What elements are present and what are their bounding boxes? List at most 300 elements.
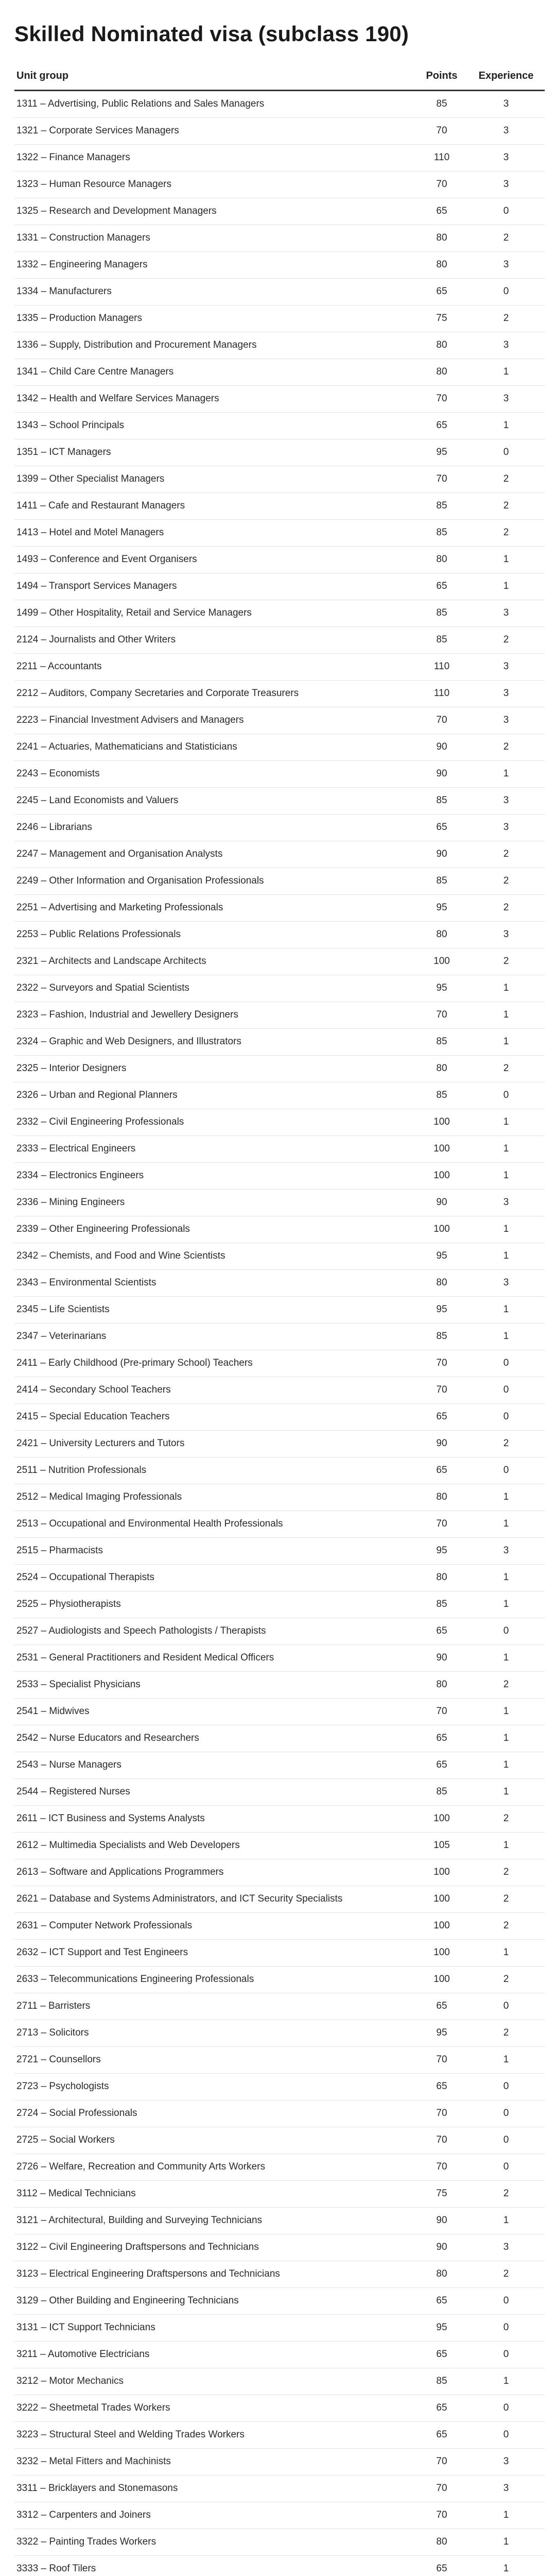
table-row [14,654,545,681]
table-row [14,1109,545,1136]
unit-group-cell: 1322 – Finance Managers [14,145,416,172]
points-cell: 80 [416,1270,467,1297]
table-row [14,975,545,1002]
unit-group-cell: 1342 – Health and Welfare Services Managers [14,386,416,413]
table-row [14,2449,545,2476]
experience-cell: 1 [467,1109,545,1136]
experience-cell: 1 [467,1940,545,1967]
experience-cell: 2 [467,1056,545,1082]
table-row [14,2556,545,2576]
points-cell: 110 [416,654,467,681]
points-cell: 80 [416,359,467,386]
unit-group-cell: 1493 – Conference and Event Organisers [14,547,416,573]
points-cell: 100 [416,1806,467,1833]
unit-group-cell: 2321 – Architects and Landscape Architects [14,948,416,975]
table-row [14,922,545,948]
unit-group-cell: 2421 – University Lecturers and Tutors [14,1431,416,1458]
points-cell: 110 [416,681,467,707]
points-cell: 80 [416,1056,467,1082]
points-cell: 80 [416,225,467,252]
points-cell: 75 [416,306,467,332]
unit-group-cell: 2631 – Computer Network Professionals [14,1913,416,1940]
unit-group-cell: 2223 – Financial Investment Advisers and Managers [14,707,416,734]
experience-cell: 1 [467,1029,545,1056]
points-cell: 65 [416,815,467,841]
points-cell: 80 [416,922,467,948]
table-row [14,1859,545,1886]
points-cell: 70 [416,2100,467,2127]
table-row [14,1458,545,1484]
experience-cell: 3 [467,2234,545,2261]
experience-cell: 3 [467,145,545,172]
unit-group-cell: 2726 – Welfare, Recreation and Community Arts Workers [14,2154,416,2181]
points-cell: 95 [416,1297,467,1324]
unit-group-cell: 2345 – Life Scientists [14,1297,416,1324]
experience-cell: 2 [467,1672,545,1699]
experience-cell: 1 [467,1002,545,1029]
points-cell: 70 [416,707,467,734]
experience-cell: 1 [467,1752,545,1779]
unit-group-cell: 2633 – Telecommunications Engineering Professionals [14,1967,416,1993]
unit-group-cell: 2332 – Civil Engineering Professionals [14,1109,416,1136]
experience-cell: 0 [467,2127,545,2154]
occupation-table-190 [14,63,545,2576]
experience-cell: 3 [467,91,545,118]
points-cell: 70 [416,1002,467,1029]
table-row [14,868,545,895]
points-cell: 65 [416,2288,467,2315]
table-row [14,600,545,627]
unit-group-cell: 3122 – Civil Engineering Draftspersons and Technicians [14,2234,416,2261]
points-cell: 70 [416,2127,467,2154]
unit-group-cell: 2544 – Registered Nurses [14,1779,416,1806]
points-cell: 85 [416,1779,467,1806]
unit-group-cell: 2525 – Physiotherapists [14,1591,416,1618]
points-cell: 65 [416,2422,467,2449]
points-cell: 70 [416,1350,467,1377]
experience-cell: 0 [467,1458,545,1484]
table-row [14,439,545,466]
unit-group-cell: 2531 – General Practitioners and Resident Medical Officers [14,1645,416,1672]
experience-cell: 2 [467,2181,545,2208]
points-cell: 80 [416,547,467,573]
experience-cell: 2 [467,520,545,547]
points-cell: 85 [416,91,467,118]
points-cell: 85 [416,1082,467,1109]
points-cell: 65 [416,1725,467,1752]
experience-cell: 2 [467,841,545,868]
points-cell: 100 [416,1136,467,1163]
unit-group-cell: 3232 – Metal Fitters and Machinists [14,2449,416,2476]
experience-cell: 2 [467,306,545,332]
unit-group-cell: 2725 – Social Workers [14,2127,416,2154]
table-row [14,815,545,841]
unit-group-cell: 2611 – ICT Business and Systems Analysts [14,1806,416,1833]
unit-group-cell: 2613 – Software and Applications Programmers [14,1859,416,1886]
unit-group-cell: 2724 – Social Professionals [14,2100,416,2127]
points-cell: 100 [416,1163,467,1190]
points-cell: 85 [416,2368,467,2395]
table-row [14,2395,545,2422]
points-cell: 100 [416,1109,467,1136]
points-cell: 70 [416,2047,467,2074]
unit-group-cell: 2415 – Special Education Teachers [14,1404,416,1431]
unit-group-cell: 2711 – Barristers [14,1993,416,2020]
experience-cell: 1 [467,1324,545,1350]
points-cell: 90 [416,761,467,788]
points-cell: 70 [416,2449,467,2476]
experience-cell: 1 [467,2502,545,2529]
experience-cell: 1 [467,2208,545,2234]
table-row [14,2368,545,2395]
unit-group-cell: 2512 – Medical Imaging Professionals [14,1484,416,1511]
table-row [14,734,545,761]
table-row [14,895,545,922]
table-row [14,1672,545,1699]
experience-cell: 1 [467,2368,545,2395]
unit-group-cell: 2524 – Occupational Therapists [14,1565,416,1591]
unit-group-cell: 2212 – Auditors, Company Secretaries and Corporate Treasurers [14,681,416,707]
points-cell: 85 [416,1591,467,1618]
unit-group-cell: 2247 – Management and Organisation Analysts [14,841,416,868]
experience-cell: 1 [467,1163,545,1190]
experience-cell: 0 [467,279,545,306]
experience-cell: 1 [467,761,545,788]
table-row [14,573,545,600]
experience-cell: 2 [467,225,545,252]
unit-group-cell: 2124 – Journalists and Other Writers [14,627,416,654]
points-cell: 85 [416,600,467,627]
table-row [14,1297,545,1324]
table-row [14,1725,545,1752]
unit-group-cell: 2333 – Electrical Engineers [14,1136,416,1163]
table-row [14,198,545,225]
table-row [14,788,545,815]
points-cell: 110 [416,145,467,172]
table-row [14,627,545,654]
experience-cell: 2 [467,1806,545,1833]
table-row [14,1886,545,1913]
experience-cell: 0 [467,2100,545,2127]
experience-cell: 2 [467,2261,545,2288]
table-row [14,2422,545,2449]
points-cell: 85 [416,1324,467,1350]
points-cell: 80 [416,332,467,359]
table-row [14,2208,545,2234]
table-row [14,145,545,172]
table-row [14,1324,545,1350]
unit-group-cell: 2245 – Land Economists and Valuers [14,788,416,815]
unit-group-cell: 2243 – Economists [14,761,416,788]
table-row [14,2127,545,2154]
table-row [14,386,545,413]
experience-cell: 3 [467,172,545,198]
table-body-190 [14,91,545,2576]
points-cell: 65 [416,2395,467,2422]
points-cell: 100 [416,1967,467,1993]
unit-group-cell: 2343 – Environmental Scientists [14,1270,416,1297]
unit-group-cell: 2721 – Counsellors [14,2047,416,2074]
points-cell: 70 [416,1377,467,1404]
experience-cell: 3 [467,681,545,707]
unit-group-cell: 1351 – ICT Managers [14,439,416,466]
experience-cell: 1 [467,547,545,573]
experience-cell: 1 [467,413,545,439]
experience-cell: 3 [467,252,545,279]
experience-cell: 2 [467,1913,545,1940]
experience-cell: 3 [467,1270,545,1297]
unit-group-cell: 2336 – Mining Engineers [14,1190,416,1216]
unit-group-cell: 3112 – Medical Technicians [14,2181,416,2208]
experience-cell: 0 [467,2315,545,2342]
points-cell: 70 [416,172,467,198]
table-row [14,520,545,547]
points-cell: 95 [416,2020,467,2047]
unit-group-cell: 2511 – Nutrition Professionals [14,1458,416,1484]
table-row [14,761,545,788]
table-row [14,1002,545,1029]
experience-cell: 2 [467,734,545,761]
table-row [14,1056,545,1082]
points-cell: 80 [416,252,467,279]
experience-cell: 0 [467,198,545,225]
unit-group-cell: 2612 – Multimedia Specialists and Web Developers [14,1833,416,1859]
table-row [14,1350,545,1377]
table-row [14,2234,545,2261]
experience-cell: 1 [467,1725,545,1752]
experience-cell: 1 [467,1484,545,1511]
points-cell: 65 [416,198,467,225]
experience-cell: 1 [467,1645,545,1672]
unit-group-cell: 2621 – Database and Systems Administrators, and ICT Security Specialists [14,1886,416,1913]
experience-cell: 3 [467,1190,545,1216]
unit-group-cell: 1343 – School Principals [14,413,416,439]
table-row [14,1163,545,1190]
table-row [14,1806,545,1833]
points-cell: 65 [416,2342,467,2368]
table-row [14,2261,545,2288]
unit-group-cell: 2253 – Public Relations Professionals [14,922,416,948]
table-row [14,1484,545,1511]
points-cell: 100 [416,1216,467,1243]
unit-group-cell: 2513 – Occupational and Environmental Health Professionals [14,1511,416,1538]
unit-group-cell: 3312 – Carpenters and Joiners [14,2502,416,2529]
experience-cell: 3 [467,2476,545,2502]
points-cell: 95 [416,975,467,1002]
experience-cell: 1 [467,1565,545,1591]
experience-cell: 2 [467,493,545,520]
experience-cell: 2 [467,948,545,975]
unit-group-cell: 3131 – ICT Support Technicians [14,2315,416,2342]
header-points: Points [416,63,467,91]
table-row [14,547,545,573]
unit-group-cell: 1336 – Supply, Distribution and Procurement Managers [14,332,416,359]
table-row [14,2074,545,2100]
table-row [14,172,545,198]
points-cell: 65 [416,1404,467,1431]
table-row [14,2154,545,2181]
unit-group-cell: 1399 – Other Specialist Managers [14,466,416,493]
experience-cell: 3 [467,922,545,948]
experience-cell: 3 [467,332,545,359]
experience-cell: 3 [467,707,545,734]
unit-group-cell: 2322 – Surveyors and Spatial Scientists [14,975,416,1002]
unit-group-cell: 2543 – Nurse Managers [14,1752,416,1779]
points-cell: 80 [416,1565,467,1591]
points-cell: 85 [416,1029,467,1056]
unit-group-cell: 1321 – Corporate Services Managers [14,118,416,145]
table-header-row [14,63,545,91]
unit-group-cell: 1332 – Engineering Managers [14,252,416,279]
experience-cell: 1 [467,2529,545,2556]
points-cell: 70 [416,1699,467,1725]
unit-group-cell: 1494 – Transport Services Managers [14,573,416,600]
unit-group-cell: 3311 – Bricklayers and Stonemasons [14,2476,416,2502]
points-cell: 85 [416,493,467,520]
points-cell: 70 [416,2154,467,2181]
experience-cell: 0 [467,1993,545,2020]
experience-cell: 1 [467,1511,545,1538]
unit-group-cell: 2324 – Graphic and Web Designers, and Illustrators [14,1029,416,1056]
points-cell: 80 [416,1672,467,1699]
table-row [14,1082,545,1109]
points-cell: 90 [416,841,467,868]
table-row [14,359,545,386]
unit-group-cell: 2541 – Midwives [14,1699,416,1725]
points-cell: 100 [416,1886,467,1913]
unit-group-cell: 3129 – Other Building and Engineering Technicians [14,2288,416,2315]
points-cell: 95 [416,2315,467,2342]
table-row [14,948,545,975]
experience-cell: 0 [467,2154,545,2181]
unit-group-cell: 1335 – Production Managers [14,306,416,332]
table-row [14,1565,545,1591]
unit-group-cell: 2325 – Interior Designers [14,1056,416,1082]
table-row [14,1216,545,1243]
table-row [14,91,545,118]
table-row [14,279,545,306]
table-row [14,1431,545,1458]
experience-cell: 1 [467,2556,545,2576]
table-row [14,1618,545,1645]
experience-cell: 1 [467,1136,545,1163]
points-cell: 95 [416,1538,467,1565]
unit-group-cell: 1411 – Cafe and Restaurant Managers [14,493,416,520]
table-row [14,681,545,707]
unit-group-cell: 2323 – Fashion, Industrial and Jewellery Designers [14,1002,416,1029]
unit-group-cell: 3333 – Roof Tilers [14,2556,416,2576]
points-cell: 85 [416,788,467,815]
table-row [14,1645,545,1672]
unit-group-cell: 2249 – Other Information and Organisation Professionals [14,868,416,895]
unit-group-cell: 3223 – Structural Steel and Welding Trades Workers [14,2422,416,2449]
experience-cell: 3 [467,815,545,841]
section-title-190: Skilled Nominated visa (subclass 190) [14,22,409,46]
experience-cell: 0 [467,2288,545,2315]
points-cell: 65 [416,1993,467,2020]
unit-group-cell: 2632 – ICT Support and Test Engineers [14,1940,416,1967]
unit-group-cell: 1413 – Hotel and Motel Managers [14,520,416,547]
points-cell: 85 [416,627,467,654]
table-row [14,1591,545,1618]
unit-group-cell: 1334 – Manufacturers [14,279,416,306]
experience-cell: 3 [467,386,545,413]
unit-group-cell: 2334 – Electronics Engineers [14,1163,416,1190]
experience-cell: 2 [467,868,545,895]
points-cell: 95 [416,1243,467,1270]
unit-group-cell: 2713 – Solicitors [14,2020,416,2047]
unit-group-cell: 3123 – Electrical Engineering Draftspersons and Technicians [14,2261,416,2288]
table-row [14,2020,545,2047]
unit-group-cell: 2251 – Advertising and Marketing Professionals [14,895,416,922]
experience-cell: 0 [467,1082,545,1109]
table-row [14,2476,545,2502]
points-cell: 65 [416,279,467,306]
table-row [14,2529,545,2556]
experience-cell: 0 [467,2395,545,2422]
points-cell: 65 [416,1618,467,1645]
points-cell: 100 [416,1913,467,1940]
unit-group-cell: 2326 – Urban and Regional Planners [14,1082,416,1109]
points-cell: 70 [416,386,467,413]
points-cell: 70 [416,466,467,493]
table-row [14,1190,545,1216]
experience-cell: 1 [467,1243,545,1270]
experience-cell: 0 [467,1404,545,1431]
table-row [14,2181,545,2208]
experience-cell: 0 [467,439,545,466]
table-row [14,413,545,439]
unit-group-cell: 3121 – Architectural, Building and Surveying Technicians [14,2208,416,2234]
table-row [14,306,545,332]
experience-cell: 1 [467,1699,545,1725]
table-row [14,332,545,359]
table-row [14,1752,545,1779]
points-cell: 95 [416,895,467,922]
experience-cell: 1 [467,359,545,386]
points-cell: 85 [416,520,467,547]
points-cell: 70 [416,2476,467,2502]
experience-cell: 3 [467,654,545,681]
experience-cell: 3 [467,2449,545,2476]
table-row [14,2100,545,2127]
experience-cell: 0 [467,2342,545,2368]
unit-group-cell: 2515 – Pharmacists [14,1538,416,1565]
experience-cell: 1 [467,975,545,1002]
table-row [14,1940,545,1967]
unit-group-cell: 3212 – Motor Mechanics [14,2368,416,2395]
unit-group-cell: 2527 – Audiologists and Speech Pathologists / Therapists [14,1618,416,1645]
points-cell: 90 [416,1645,467,1672]
table-row [14,118,545,145]
table-row [14,2342,545,2368]
unit-group-cell: 2414 – Secondary School Teachers [14,1377,416,1404]
table-row [14,1779,545,1806]
points-cell: 65 [416,2556,467,2576]
table-row [14,2288,545,2315]
points-cell: 100 [416,1859,467,1886]
experience-cell: 2 [467,627,545,654]
points-cell: 80 [416,2261,467,2288]
points-cell: 75 [416,2181,467,2208]
experience-cell: 3 [467,788,545,815]
table-row [14,2502,545,2529]
table-row [14,1377,545,1404]
points-cell: 105 [416,1833,467,1859]
experience-cell: 0 [467,2074,545,2100]
unit-group-cell: 2533 – Specialist Physicians [14,1672,416,1699]
points-cell: 65 [416,573,467,600]
